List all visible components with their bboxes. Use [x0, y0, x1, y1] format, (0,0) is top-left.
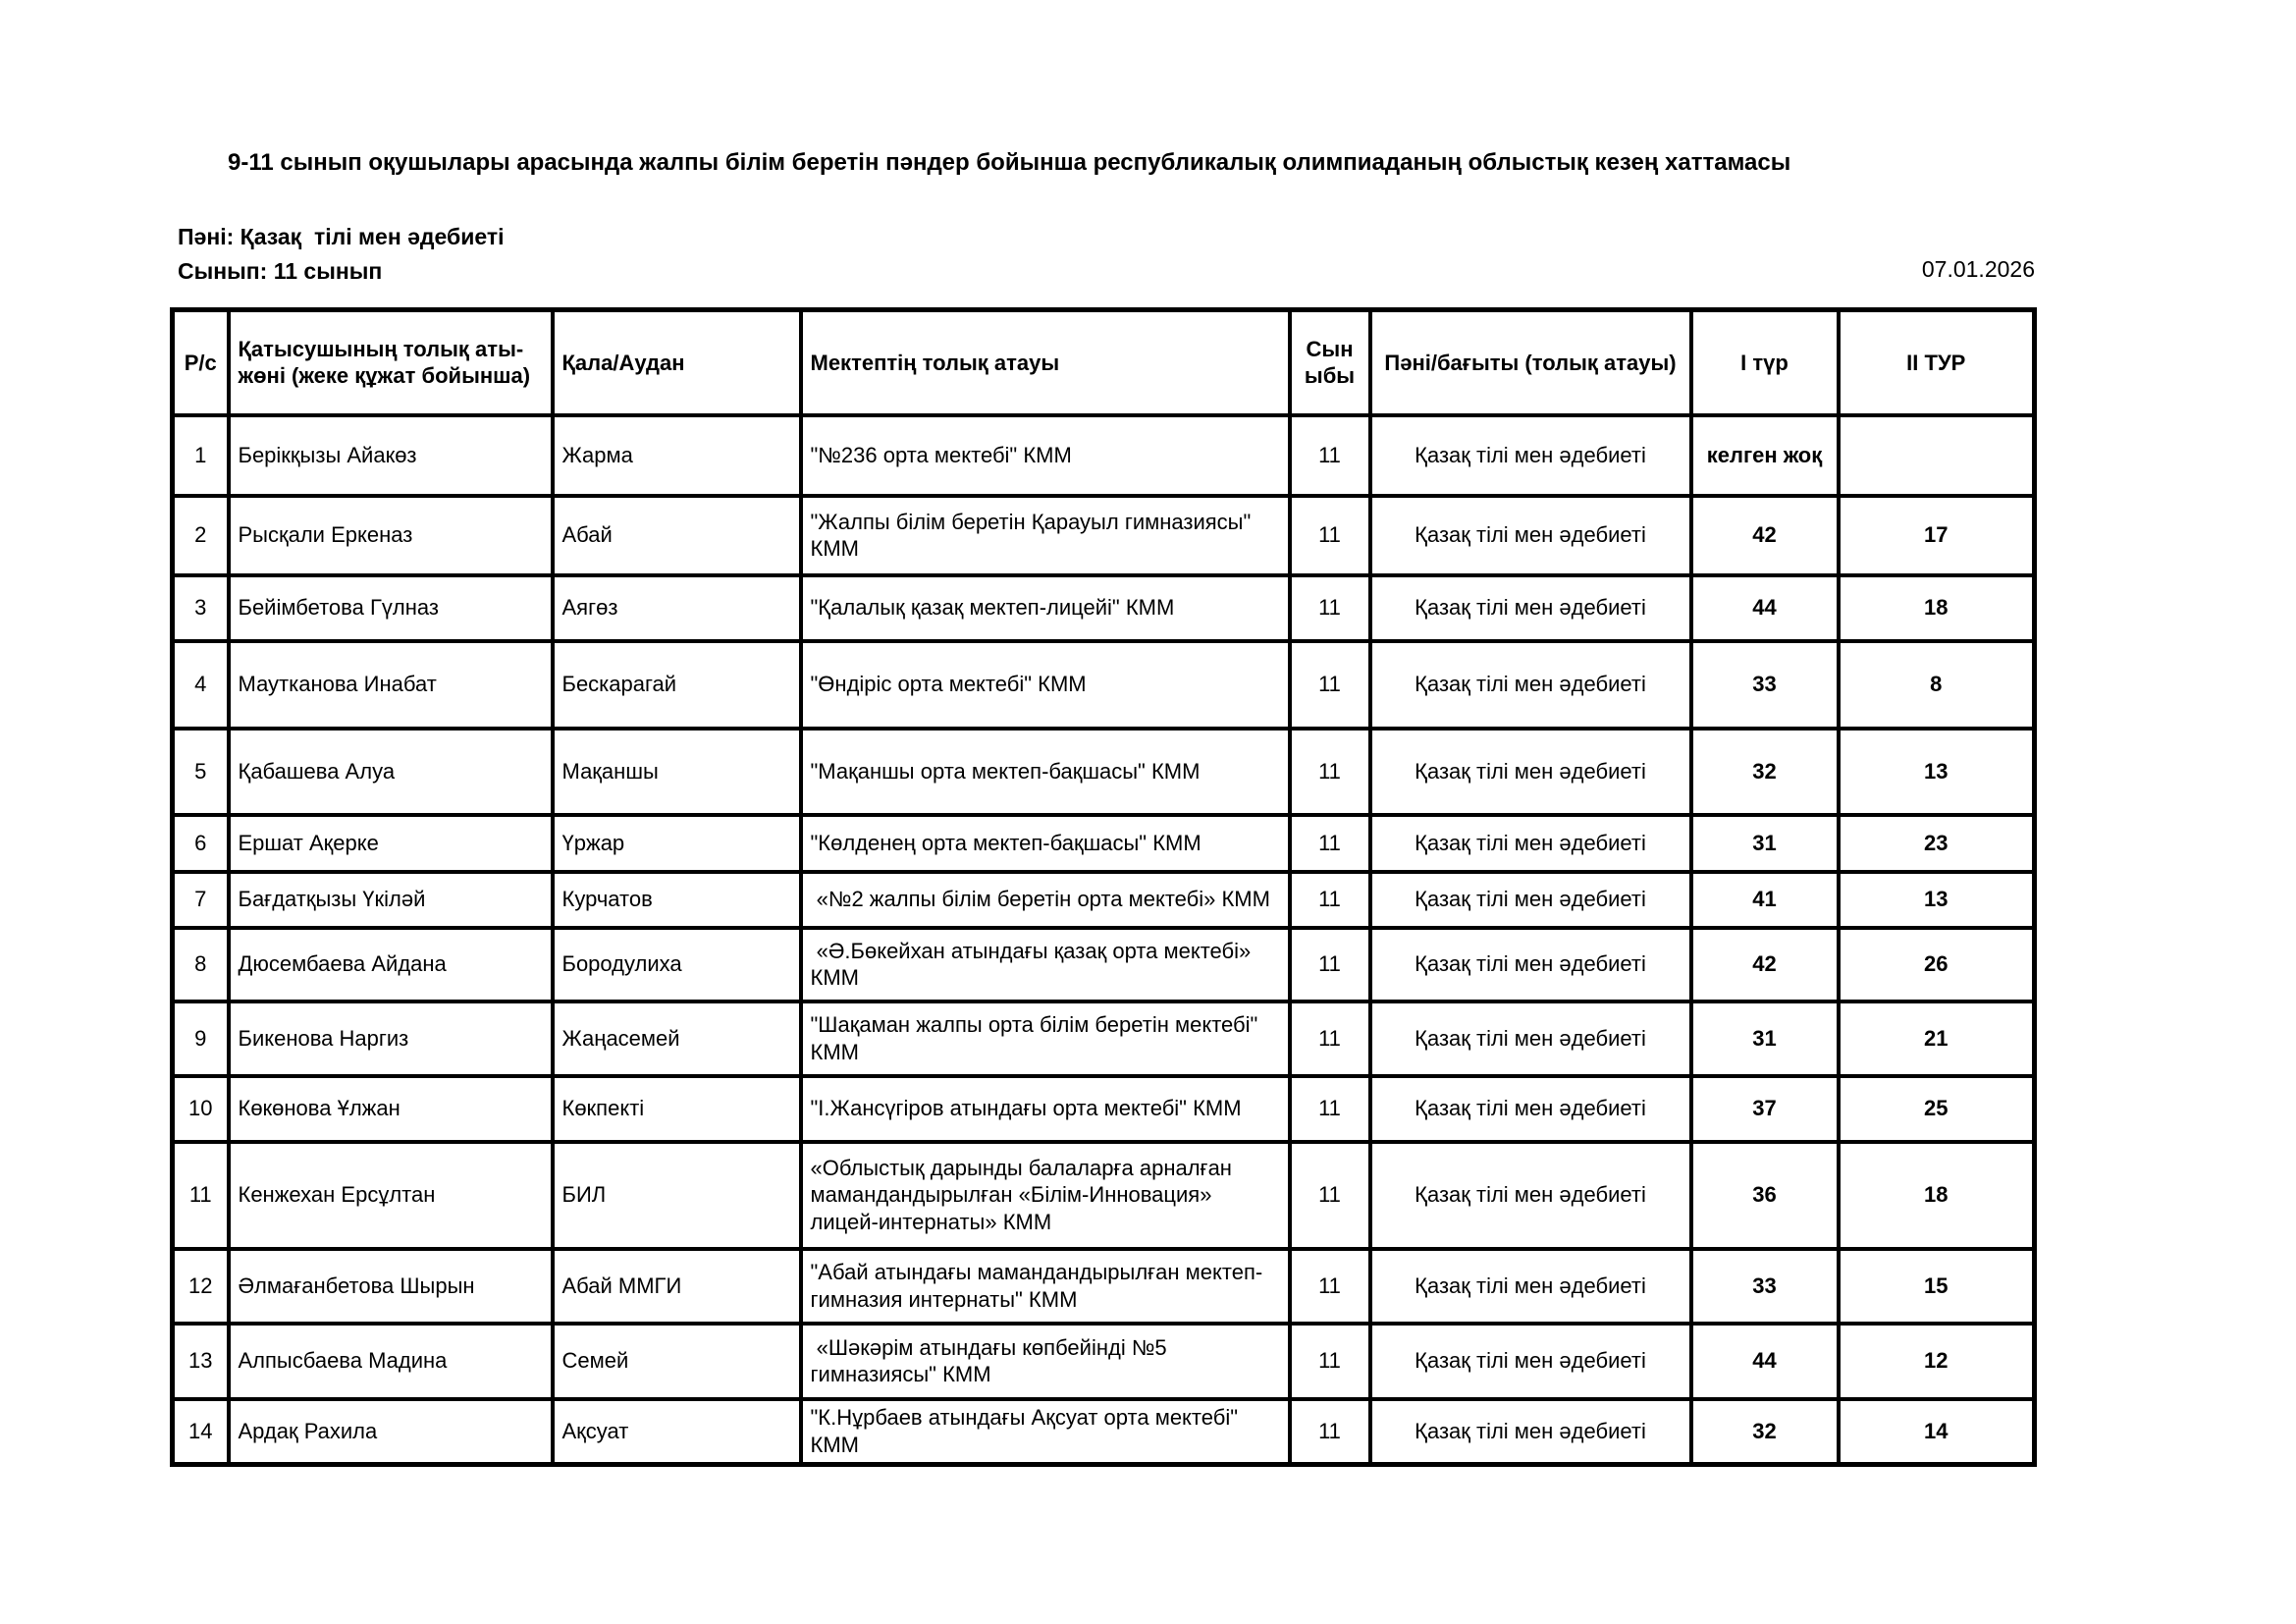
tour1-score-cell: 33 [1691, 1249, 1839, 1324]
subject-cell: Қазақ тілі мен әдебиеті [1370, 641, 1691, 729]
subject-cell: Қазақ тілі мен әдебиеті [1370, 729, 1691, 815]
subject-cell: Қазақ тілі мен әдебиеті [1370, 1249, 1691, 1324]
participant-name-cell: Әлмағанбетова Шырын [229, 1249, 553, 1324]
row-number-cell: 14 [173, 1399, 229, 1465]
school-name-cell: «Шәкәрім атындағы көпбейінді №5 гимназиясы" КММ [801, 1324, 1290, 1399]
school-name-cell: "Өндіріс орта мектебі" КММ [801, 641, 1290, 729]
tour1-score-cell: 44 [1691, 1324, 1839, 1399]
subject-cell: Қазақ тілі мен әдебиеті [1370, 1001, 1691, 1076]
grade-cell: 11 [1290, 641, 1370, 729]
participant-name-cell: Ардақ Рахила [229, 1399, 553, 1465]
tour1-score-cell: 42 [1691, 496, 1839, 575]
city-district-cell: Көкпекті [553, 1076, 801, 1142]
city-district-cell: Үржар [553, 815, 801, 872]
school-name-cell: "Шақаман жалпы орта білім беретін мектебі" КММ [801, 1001, 1290, 1076]
tour2-score-cell: 13 [1839, 729, 2035, 815]
grade-cell: 11 [1290, 1076, 1370, 1142]
subject-line: Пәні: Қазақ тілі мен әдебиеті [178, 224, 505, 249]
grade-cell: 11 [1290, 729, 1370, 815]
participant-name-cell: Рысқали Еркеназ [229, 496, 553, 575]
participant-name-cell: Маутканова Инабат [229, 641, 553, 729]
participant-name-cell: Бейімбетова Гүлназ [229, 575, 553, 641]
tour1-score-cell: 32 [1691, 729, 1839, 815]
grade-cell: 11 [1290, 1001, 1370, 1076]
participant-name-cell: Бағдатқызы Үкіләй [229, 872, 553, 928]
grade-cell: 11 [1290, 496, 1370, 575]
participant-name-cell: Берікқызы Айакөз [229, 415, 553, 496]
row-number-cell: 4 [173, 641, 229, 729]
tour2-score-cell: 21 [1839, 1001, 2035, 1076]
tour1-score-cell: 37 [1691, 1076, 1839, 1142]
participant-name-cell: Алпысбаева Мадина [229, 1324, 553, 1399]
row-number-cell: 7 [173, 872, 229, 928]
grade-cell: 11 [1290, 928, 1370, 1001]
results-table [170, 307, 2037, 1467]
school-name-cell: «№2 жалпы білім беретін орта мектебі» КММ [801, 872, 1290, 928]
table-row [173, 815, 2035, 872]
table-row [173, 1249, 2035, 1324]
row-number-cell: 1 [173, 415, 229, 496]
tour2-score-cell: 14 [1839, 1399, 2035, 1465]
table-row [173, 729, 2035, 815]
header-participant-name: Қатысушының толық аты-жөні (жеке құжат бойынша) [229, 310, 553, 415]
table-row [173, 1076, 2035, 1142]
participant-name-cell: Бикенова Наргиз [229, 1001, 553, 1076]
city-district-cell: Ақсуат [553, 1399, 801, 1465]
participant-name-cell: Ершат Ақерке [229, 815, 553, 872]
tour2-score-cell [1839, 415, 2035, 496]
tour2-score-cell: 26 [1839, 928, 2035, 1001]
school-name-cell: «Ә.Бөкейхан атындағы қазақ орта мектебі» КММ [801, 928, 1290, 1001]
table-row [173, 575, 2035, 641]
tour1-score-cell: 44 [1691, 575, 1839, 641]
grade-cell: 11 [1290, 1142, 1370, 1249]
subject-cell: Қазақ тілі мен әдебиеті [1370, 1142, 1691, 1249]
table-row [173, 1001, 2035, 1076]
tour2-score-cell: 25 [1839, 1076, 2035, 1142]
tour1-score-cell: 41 [1691, 872, 1839, 928]
city-district-cell: Жаңасемей [553, 1001, 801, 1076]
school-name-cell: "Қалалық қазақ мектеп-лицейі" КММ [801, 575, 1290, 641]
school-name-cell: "Мақаншы орта мектеп-бақшасы" КММ [801, 729, 1290, 815]
tour1-score-cell: 36 [1691, 1142, 1839, 1249]
row-number-cell: 11 [173, 1142, 229, 1249]
school-name-cell: "Көлденең орта мектеп-бақшасы" КММ [801, 815, 1290, 872]
grade-cell: 11 [1290, 575, 1370, 641]
row-number-cell: 2 [173, 496, 229, 575]
tour2-score-cell: 18 [1839, 575, 2035, 641]
grade-cell: 11 [1290, 872, 1370, 928]
subject-cell: Қазақ тілі мен әдебиеті [1370, 815, 1691, 872]
tour2-score-cell: 12 [1839, 1324, 2035, 1399]
document-date: 07.01.2026 [1921, 256, 2035, 282]
city-district-cell: Мақаншы [553, 729, 801, 815]
tour2-score-cell: 18 [1839, 1142, 2035, 1249]
row-number-cell: 8 [173, 928, 229, 1001]
subject-cell: Қазақ тілі мен әдебиеті [1370, 1399, 1691, 1465]
tour1-score-cell: 32 [1691, 1399, 1839, 1465]
city-district-cell: Бородулиха [553, 928, 801, 1001]
school-name-cell: "І.Жансүгіров атындағы орта мектебі" КММ [801, 1076, 1290, 1142]
table-body [173, 415, 2035, 1465]
row-number-cell: 13 [173, 1324, 229, 1399]
grade-cell: 11 [1290, 1324, 1370, 1399]
row-number-cell: 10 [173, 1076, 229, 1142]
row-number-cell: 5 [173, 729, 229, 815]
header-grade: Сыныбы [1290, 310, 1370, 415]
row-number-cell: 12 [173, 1249, 229, 1324]
school-name-cell: «Облыстық дарынды балаларға арналған мамандандырылған «Білім-Инновация» лицей-интернаты» КММ [801, 1142, 1290, 1249]
subject-cell: Қазақ тілі мен әдебиеті [1370, 872, 1691, 928]
subject-cell: Қазақ тілі мен әдебиеті [1370, 496, 1691, 575]
subject-cell: Қазақ тілі мен әдебиеті [1370, 1324, 1691, 1399]
subject-cell: Қазақ тілі мен әдебиеті [1370, 1076, 1691, 1142]
city-district-cell: БИЛ [553, 1142, 801, 1249]
header-row-number: Р/с [173, 310, 229, 415]
city-district-cell: Абай ММГИ [553, 1249, 801, 1324]
grade-cell: 11 [1290, 415, 1370, 496]
table-row [173, 928, 2035, 1001]
subject-cell: Қазақ тілі мен әдебиеті [1370, 928, 1691, 1001]
tour1-score-cell: 33 [1691, 641, 1839, 729]
city-district-cell: Абай [553, 496, 801, 575]
tour1-score-cell: келген жоқ [1691, 415, 1839, 496]
table-row [173, 872, 2035, 928]
city-district-cell: Бескарагай [553, 641, 801, 729]
city-district-cell: Жарма [553, 415, 801, 496]
grade-cell: 11 [1290, 1249, 1370, 1324]
participant-name-cell: Қабашева Алуа [229, 729, 553, 815]
row-number-cell: 9 [173, 1001, 229, 1076]
grade-cell: 11 [1290, 1399, 1370, 1465]
table-row [173, 1324, 2035, 1399]
city-district-cell: Аягөз [553, 575, 801, 641]
header-subject: Пәні/бағыты (толық атауы) [1370, 310, 1691, 415]
school-name-cell: "№236 орта мектебі" КММ [801, 415, 1290, 496]
subject-cell: Қазақ тілі мен әдебиеті [1370, 415, 1691, 496]
class-line: Сынып: 11 сынып [178, 258, 383, 284]
row-number-cell: 6 [173, 815, 229, 872]
school-name-cell: "К.Нұрбаев атындағы Ақсуат орта мектебі" КММ [801, 1399, 1290, 1465]
tour2-score-cell: 8 [1839, 641, 2035, 729]
tour2-score-cell: 13 [1839, 872, 2035, 928]
row-number-cell: 3 [173, 575, 229, 641]
school-name-cell: "Абай атындағы мамандандырылған мектеп-гимназия интернаты" КММ [801, 1249, 1290, 1324]
city-district-cell: Курчатов [553, 872, 801, 928]
tour2-score-cell: 15 [1839, 1249, 2035, 1324]
table-row [173, 496, 2035, 575]
tour1-score-cell: 31 [1691, 815, 1839, 872]
tour2-score-cell: 23 [1839, 815, 2035, 872]
participant-name-cell: Көкөнова Ұлжан [229, 1076, 553, 1142]
table-header-row [173, 310, 2035, 415]
city-district-cell: Семей [553, 1324, 801, 1399]
header-tour1: І түр [1691, 310, 1839, 415]
page-title: 9-11 сынып оқушылары арасында жалпы білім беретін пәндер бойынша республикалық олимпиаданың облыстық кезең хаттамасы [228, 149, 1791, 176]
table-row [173, 1142, 2035, 1249]
tour1-score-cell: 31 [1691, 1001, 1839, 1076]
header-school-name: Мектептің толық атауы [801, 310, 1290, 415]
table-row [173, 415, 2035, 496]
grade-cell: 11 [1290, 815, 1370, 872]
tour2-score-cell: 17 [1839, 496, 2035, 575]
tour1-score-cell: 42 [1691, 928, 1839, 1001]
header-tour2: ІІ ТУР [1839, 310, 2035, 415]
subject-cell: Қазақ тілі мен әдебиеті [1370, 575, 1691, 641]
table-row [173, 641, 2035, 729]
table-row [173, 1399, 2035, 1465]
participant-name-cell: Кенжехан Ерсұлтан [229, 1142, 553, 1249]
header-city-district: Қала/Аудан [553, 310, 801, 415]
participant-name-cell: Дюсембаева Айдана [229, 928, 553, 1001]
school-name-cell: "Жалпы білім беретін Қарауыл гимназиясы" КММ [801, 496, 1290, 575]
